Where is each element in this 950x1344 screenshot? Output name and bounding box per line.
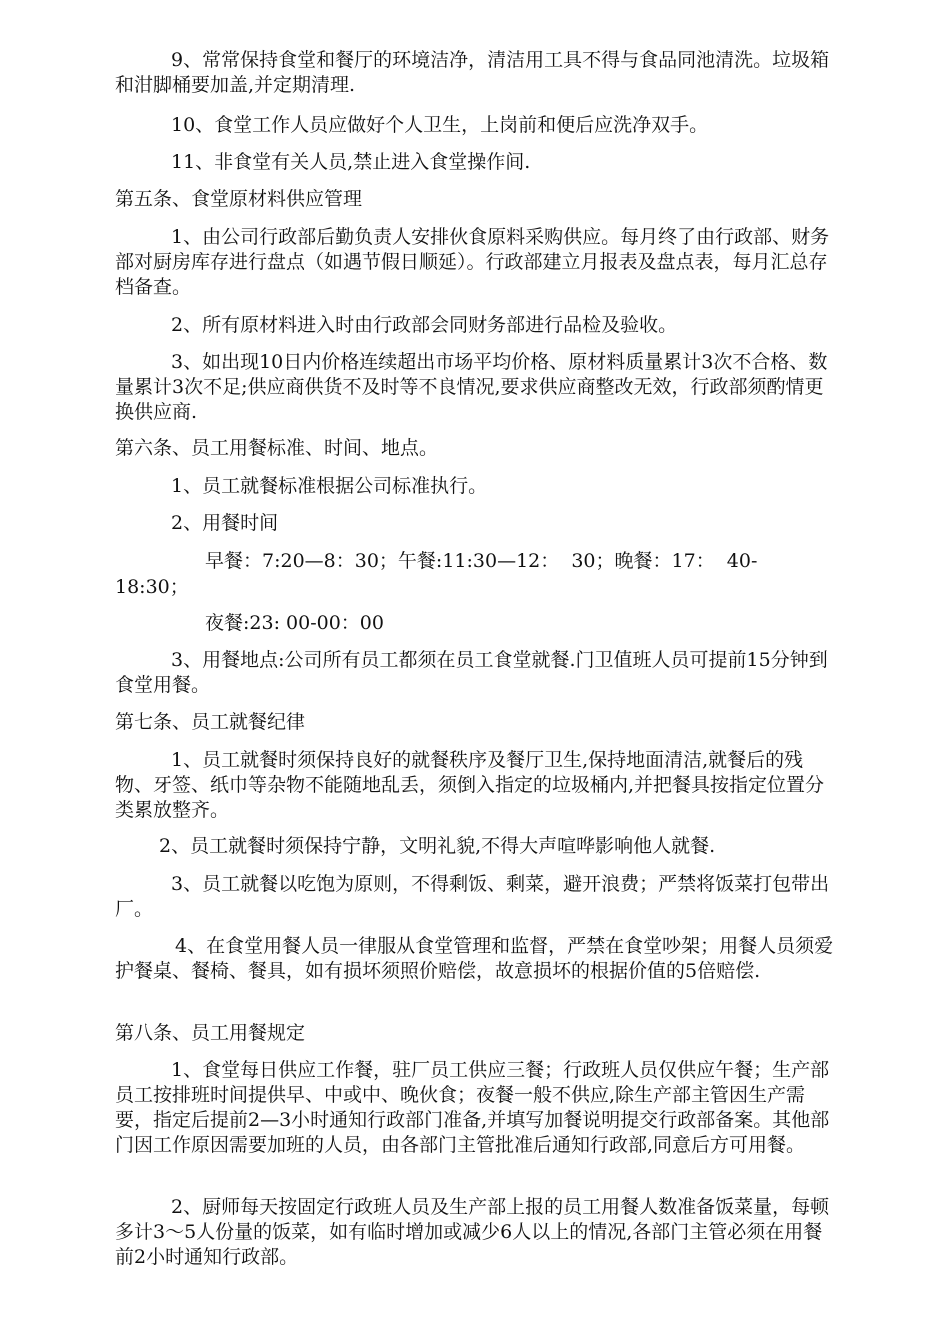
section6-item-3: 3、用餐地点:公司所有员工都须在员工食堂就餐.门卫值班人员可提前15分钟到食堂用餐。 (115, 649, 828, 696)
section-heading-5: 第五条、食堂原材料供应管理 (115, 188, 363, 210)
section7-item-4: 4、在食堂用餐人员一律服从食堂管理和监督，严禁在食堂吵架；用餐人员须爱护餐桌、餐椅、餐具，如有损坏须照价赔偿，故意损坏的根据价值的5倍赔偿. (115, 935, 834, 982)
section8-item-2: 2、厨师每天按固定行政班人员及生产部上报的员工用餐人数准备饭菜量，每顿多计3～5人份量的饭菜，如有临时增加或减少6人以上的情况,各部门主管必须在用餐前2小时通知行政部。 (115, 1196, 830, 1268)
meal-times-line-1: 早餐：7:20—8：30；午餐:11:30—12： 30；晚餐：17： 40- (205, 550, 758, 572)
section-heading-8: 第八条、员工用餐规定 (115, 1022, 306, 1044)
meal-times-line-2: 18:30； (115, 576, 189, 598)
section7-item-3: 3、员工就餐以吃饱为原则，不得剩饭、剩菜，避开浪费；严禁将饭菜打包带出厂。 (115, 873, 830, 920)
section7-item-1: 1、员工就餐时须保持良好的就餐秩序及餐厅卫生,保持地面清洁,就餐后的残物、牙签、纸巾等杂物不能随地乱丢，须倒入指定的垃圾桶内,并把餐具按指定位置分类累放整齐。 (115, 749, 825, 821)
section5-item-1: 1、由公司行政部后勤负责人安排伙食原料采购供应。每月终了由行政部、财务部对厨房库存进行盘点（如遇节假日顺延）。行政部建立月报表及盘点表，每月汇总存档备查。 (115, 226, 830, 298)
section8-item-1: 1、食堂每日供应工作餐，驻厂员工供应三餐；行政班人员仅供应午餐；生产部员工按排班时间提供早、中或中、晚伙食；夜餐一般不供应,除生产部主管因生产需要，指定后提前2—3小时通知行政部门准备,并填写加餐说明提交行政部备案。其他部门因工作原因需要加班的人员，由各部门主管批准后通知行政部,同意后方可用餐。 (115, 1059, 830, 1156)
section5-item-3: 3、如出现10日内价格连续超出市场平均价格、原材料质量累计3次不合格、数量累计3次不足;供应商供货不及时等不良情况,要求供应商整改无效，行政部须酌情更换供应商. (115, 351, 828, 423)
section5-item-2: 2、所有原材料进入时由行政部会同财务部进行品检及验收。 (171, 314, 678, 336)
night-meal-time: 夜餐:23: 00-00：00 (205, 612, 384, 634)
clause-item-9: 9、常常保持食堂和餐厅的环境洁净，清洁用工具不得与食品同池清洗。垃圾箱和泔脚桶要加盖,并定期清理. (115, 49, 830, 96)
section7-item-2: 2、员工就餐时须保持宁静，文明礼貌,不得大声喧哗影响他人就餐. (159, 835, 716, 857)
section-heading-6: 第六条、员工用餐标准、时间、地点。 (115, 437, 439, 459)
section6-item-1: 1、员工就餐标准根据公司标准执行。 (171, 475, 488, 497)
section-heading-7: 第七条、员工就餐纪律 (115, 711, 306, 733)
section6-item-2: 2、用餐时间 (171, 512, 279, 534)
clause-item-10: 10、食堂工作人员应做好个人卫生，上岗前和便后应洗净双手。 (171, 114, 709, 136)
clause-item-11: 11、非食堂有关人员,禁止进入食堂操作间. (171, 151, 531, 173)
